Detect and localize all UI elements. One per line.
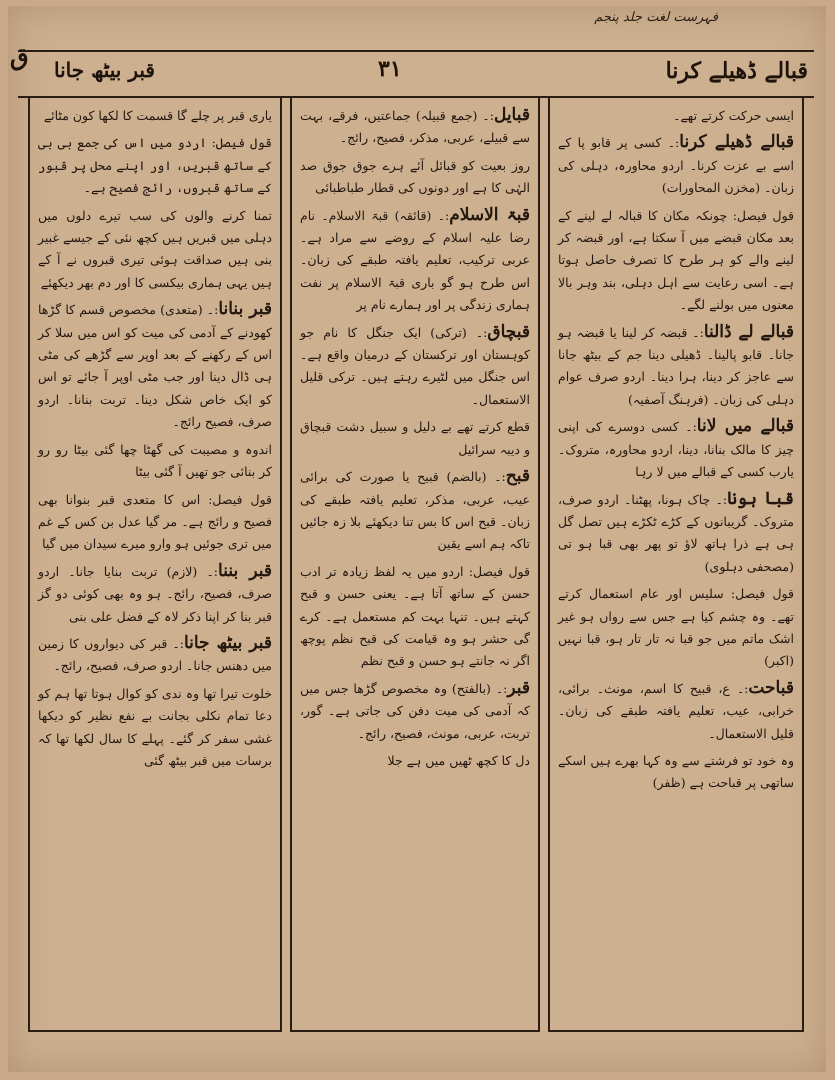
header-right-title: قبالے ڈھیلے کرنا: [665, 58, 808, 84]
entry: قول فیصل: سلیس اور عام استعمال کرتے تھے۔ وہ چشم کیا ہے جس سے رواں ہو غیر اشک ماتم میں جو قبا نہ تار تار ہو، قبا نہیں (اکبر): [558, 586, 794, 669]
column-left: [28, 96, 282, 1032]
entry: روز بعیت کو قبائل آئے ہرے جوق جوق صد الہٰی کا ہے اور دونوں کی قطار طباطبائی: [300, 157, 530, 196]
page-number: ۳۱: [378, 56, 402, 82]
page-header: [18, 50, 814, 98]
entry: قبر بننا:۔ (لازم) تربت بنایا جانا۔ اردو صرف، فصیح، رائج۔ ہو وہ بھی کوئی دو گز قبر بنا کر اپنا ذکر لاہ کے فضل علی بنی: [38, 560, 273, 624]
header-left-title: قبر بیٹھ جانا: [54, 58, 155, 82]
entry: قول فیصل: اردو میں یہ لفظ زیادہ تر ادب حسن کے ساتھ آتا ہے۔ یعنی حسن و قبح کہتے ہیں۔ تنہا بہت کم مستعمل ہے۔ کرے گی حشر ہو وہ قیامت کی قبح نظم پوچھ اگر نہ جانتے ہو حسن و قبح نظم: [300, 563, 530, 669]
entry: قبر بنانا:۔ (متعدی) مخصوص قسم کا گڑھا کھودنے کے آدمی کی میت کو اس میں سلا کر اس کے رکھنے کے بعد اوپر سے گڑھے کی مٹی ہی ڈال دینا اور جب مٹی اوپر آ جائے تو اس کو ایک خاص شکل دینا۔ تربت بنانا۔ اردو صرف، فصیح رائج۔: [38, 299, 272, 430]
entry: خلوت تیرا تھا وہ ندی کو کوال ہوتا تھا ہم کو دعا تمام نکلی بجانت بے نفع نظیر کو دیکھا غشی سفر کر گئے۔ پہلے کا سال لکھا تھا کہ برسات میں قبر بیٹھ گئی: [38, 685, 272, 768]
entry: قباحت:۔ ع، قبیح کا اسم، مونث۔ برائی، خرابی، عیب، تعلیم یافتہ طبقے کی زبان۔ قلیل الاستعمال۔: [558, 677, 794, 741]
entry: قبچاق:۔ (ترکی) ایک جنگل کا نام جو کوہستان اور ترکستان کے درمیان واقع ہے۔ اس جنگل میں لٹیرے رہتے ہیں۔ ترکی قلیل الاستعمال۔: [300, 321, 530, 407]
entry: قول فیصل: چونکہ مکان کا قبالہ لے لینے کے بعد مکان قبضے میں آ سکتا ہے، اور قبضہ کر لینے والے کو ہر طرح کا تصرف حاصل ہوتا ہے۔ اسی رعایت سے اہل دہلی، بند وہر بالا معنوں میں بولنے لگے۔: [558, 207, 794, 313]
column-right: [548, 96, 804, 1032]
entry: قبالے لے ڈالنا:۔ قبضہ کر لینا یا قبضہ ہو جانا۔ قابو پالینا۔ ڈھیلی دینا جم کے بیٹھ جانا سے عاجز کر دینا، ہرا دینا۔ اردو صرف عوام دہلی کی زبان۔ (فرہنگ آصفیہ): [558, 321, 794, 407]
column-middle: [290, 96, 540, 1032]
entry: قول فیصل: اردو میں اس کی جمع بی بی کے ساتھ قبریں، اور اپنے محل پر قبور کے ساتھ قبروں، رائج فصیح ہے۔: [38, 135, 272, 196]
entry: دل کا کچھ ٹھیں میں ہے جلا: [387, 752, 530, 768]
entry: قطع کرتے تھے بے دلیل و سبیل دشت قبچاق و دیبہ سرائیل: [300, 419, 530, 457]
entry: قبۃ الاسلام:۔ (قائقہ) قبۃ الاسلام۔ نام رضا علیہ اسلام کے روضے سے مراد ہے۔ عربی ترکیب، تعلیم یافتہ طبقے کی زبان۔ اس طرح ہو گو باری قبۃ الاسلام پر نفت ہماری زندگی پر اور ہمارے نام پر: [300, 204, 531, 313]
entry: قبالے میں لانا:۔ کسی دوسرے کی اپنی چیز کا مالک بنانا، دینا، اردو محاورہ، متروک۔ یارب کسی کے قبالے میں لا رہا: [558, 416, 794, 480]
entry: تمنا کرنے والوں کی سب تیرے دلوں میں دہلی میں قبریں ہیں کچھ نئی کے جیسے غبیر بنی ہیں صداقت ہوئی تیری قبروں نے آ کے ہیں یہی ہماری بیکسی کا اور دم بھر دیکھئے: [38, 207, 272, 290]
document-page: [8, 6, 826, 1072]
entry: یاری قبر پر چلے گا قسمت کا لکھا کون مٹائے: [43, 108, 272, 123]
entry: قبا ہونا:۔ چاک ہونا، پھٹنا۔ اردو صرف، متروک۔ گریبانوں کے کڑے ٹکڑے ہیں تصل گل ہی ہے ذرا ہاتھ لاؤ تو پھر بھی قبا ہو تی (مصحفی دہلوی): [558, 488, 795, 574]
entry: قبالے ڈھیلے کرنا:۔ کسی پر قابو پا کے اسے بے عزت کرنا۔ اردو محاورہ، دہلی کی زبان۔ (مخزن المحاورات): [558, 132, 794, 196]
entry: ایسی حرکت کرتے تھے۔: [673, 108, 794, 123]
entry: اندوہ و مصیبت کی گھٹا چھا گئی بیٹا رو رو کر بنائی جو تھیں آ گئی بیٹا: [38, 441, 272, 480]
entry: قبح:۔ (بالضم) قبیح یا صورت کی برائی عیب، عربی، مذکر، تعلیم یافتہ طبقے کی زبان۔ قبح اس کا بس تنا دیکھئے بلا زہ جائیں تاکہ ہم اسے یقین: [300, 466, 530, 552]
entry: وہ خود تو فرشتے سے وہ کہا بھرے ہیں اسکے ساتھی پر قباحت ہے (ظفر): [558, 752, 794, 791]
entry: قبر:۔ (بالفتح) وہ مخصوص گڑھا جس میں کہ آدمی کی میت دفن کی جاتی ہے۔ گور، تربت، عربی، مونث، فصیح، رائج۔: [300, 677, 530, 741]
entry: قول فیصل: اس کا متعدی قبر بنوانا بھی فصیح و رائج ہے۔ مر گیا عدل بن کس کے غم میں تری جوئیں ہو وارو میرے سیدان میں گیا: [38, 491, 272, 552]
entry: قبایل:۔ (جمع قبیلہ) جماعتیں، فرقے، بہت سے قبیلے، عربی، مذکر، فصیح، رائج۔: [300, 105, 530, 146]
corner-letter: ق: [10, 42, 29, 71]
page-top-note: فہرست لغت جلد پنجم: [594, 10, 718, 25]
entry: قبر بیٹھ جانا:۔ قبر کی دیواروں کا زمین میں دھنس جانا۔ اردو صرف، فصیح، رائج۔: [38, 632, 272, 674]
